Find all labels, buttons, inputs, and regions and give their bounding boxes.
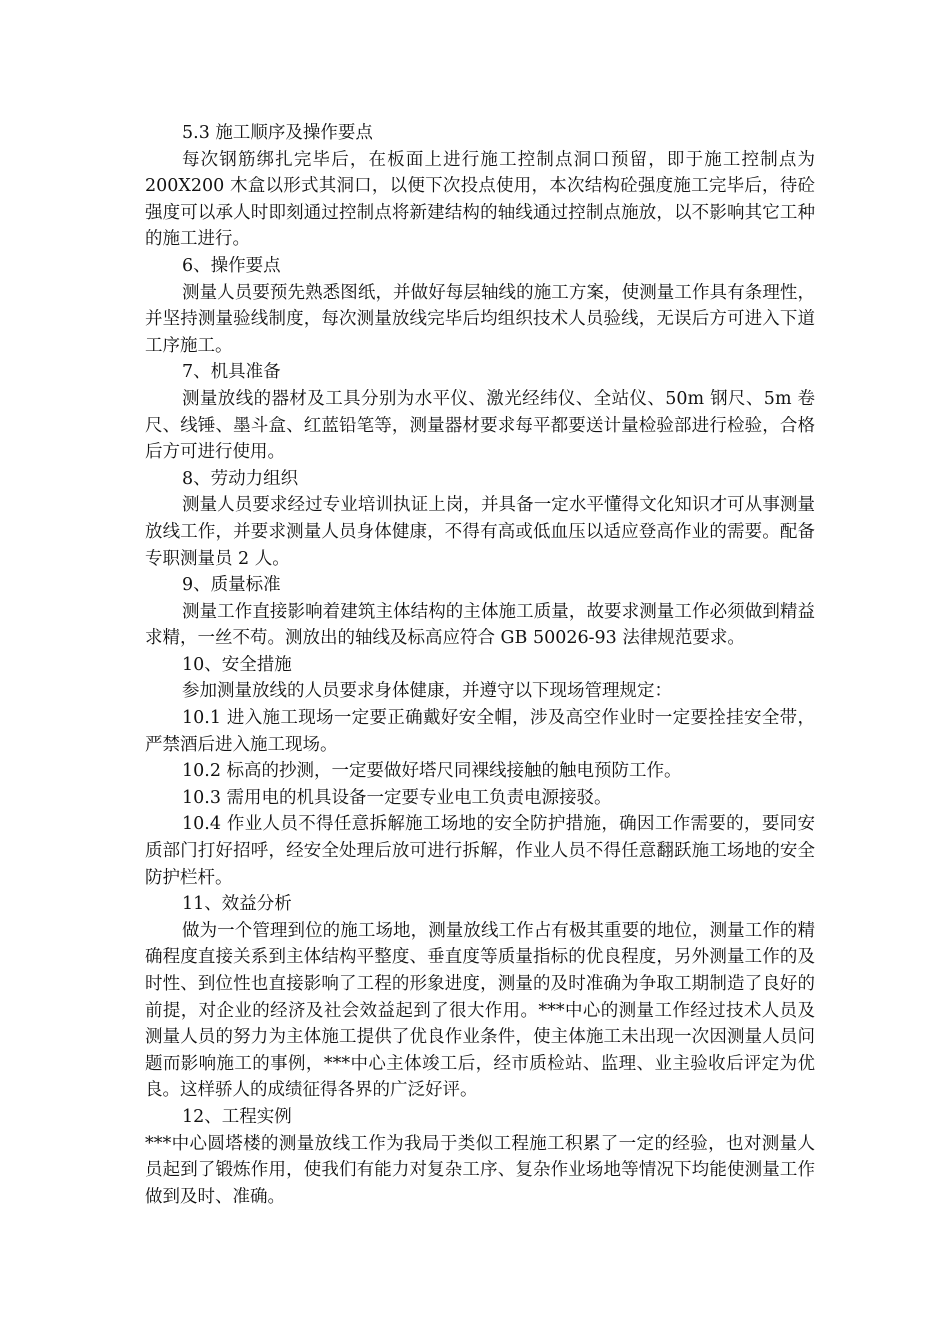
paragraph-equipment: 测量放线的器材及工具分别为水平仪、激光经纬仪、全站仪、50m 钢尺、5m 卷尺、线锤、墨斗盒、红蓝铅笔等，测量器材要求每平都要送计量检验部进行检验，合格后方可进行使用。 xyxy=(145,388,815,463)
paragraph-operation-points: 测量人员要预先熟悉图纸，并做好每层轴线的施工方案，使测量工作具有条理性，并坚持测量验线制度，每次测量放线完毕后均组织技术人员验线，无误后方可进入下道工序施工。 xyxy=(145,282,815,356)
paragraph-example: ***中心圆塔楼的测量放线工作为我局于类似工程施工积累了一定的经验，也对测量人员起到了锻炼作用，使我们有能力对复杂工序、复杂作业场地等情况下均能使测量工作做到及时、准确。 xyxy=(145,1133,815,1207)
paragraph-safety-10-1: 10.1 进入施工现场一定要正确戴好安全帽，涉及高空作业时一定要拴挂安全带，严禁酒后进入施工现场。 xyxy=(145,708,815,755)
paragraph-benefit: 做为一个管理到位的施工场地，测量放线工作占有极其重要的地位，测量工作的精确程度直接关系到主体结构平整度、垂直度等质量指标的优良程度，另外测量工作的及时性、到位性也直接影响了工程的形象进度，测量的及时准确为争取工期制造了良好的前提，对企业的经济及社会效益起到了很大作用。***中心的测量工作经过技术人员及测量人员的努力为主体施工提供了优良作业条件，使主体施工未出现一次因测量人员问题而影响施工的事例，***中心主体竣工后，经市质检站、监理、业主验收后评定为优良。这样骄人的成绩征得各界的广泛好评。 xyxy=(145,920,815,1101)
heading-5-3: 5.3 施工顺序及操作要点 xyxy=(182,123,373,143)
paragraph-safety-10-4: 10.4 作业人员不得任意拆解施工场地的安全防护措施，确因工作需要的，要同安质部门打好招呼，经安全处理后放可进行拆解，作业人员不得任意翻跃施工场地的安全防护栏杆。 xyxy=(145,814,815,888)
heading-8: 8、劳动力组织 xyxy=(182,468,299,489)
paragraph-labor: 测量人员要求经过专业培训执证上岗，并具备一定水平懂得文化知识才可从事测量放线工作，并要求测量人员身体健康，不得有高或低血压以适应登高作业的需要。配备专职测量员 2 人。 xyxy=(145,495,815,569)
heading-10: 10、安全措施 xyxy=(182,654,292,675)
heading-11: 11、效益分析 xyxy=(182,894,292,915)
paragraph-safety-10-3: 10.3 需用电的机具设备一定要专业电工负责电源接驳。 xyxy=(182,787,612,808)
heading-7: 7、机具准备 xyxy=(182,362,281,383)
paragraph-quality: 测量工作直接影响着建筑主体结构的主体施工质量，故要求测量工作必须做到精益求精，一丝不苟。测放出的轴线及标高应符合 GB 50026-93 法律规范要求。 xyxy=(145,601,815,649)
heading-12: 12、工程实例 xyxy=(182,1106,292,1127)
heading-6: 6、操作要点 xyxy=(182,255,281,276)
paragraph-control-points: 每次钢筋绑扎完毕后，在板面上进行施工控制点洞口预留，即于施工控制点为 200X200 木盒以形式其洞口，以便下次投点使用，本次结构砼强度施工完毕后，待砼强度可以承人时即刻通过控制点将新建结构的轴线通过控制点施放，以不影响其它工种的施工进行。 xyxy=(145,149,815,250)
heading-9: 9、质量标准 xyxy=(182,575,281,596)
paragraph-safety-10-2: 10.2 标高的抄测，一定要做好塔尺同裸线接触的触电预防工作。 xyxy=(182,761,682,782)
paragraph-safety-intro: 参加测量放线的人员要求身体健康，并遵守以下现场管理规定： xyxy=(182,681,672,702)
document-body xyxy=(145,120,815,1210)
